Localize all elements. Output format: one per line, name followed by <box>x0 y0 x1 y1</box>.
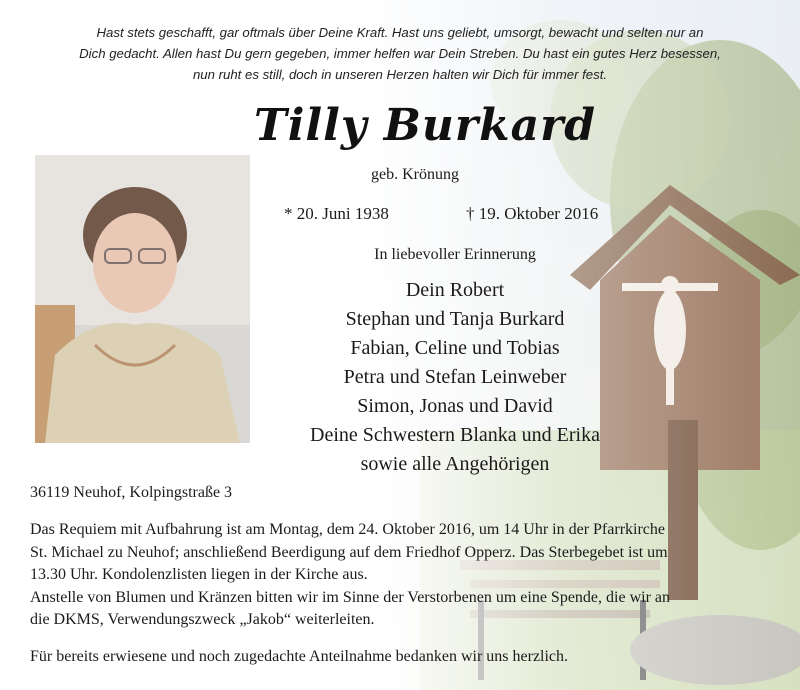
address: 36119 Neuhof, Kolpingstraße 3 <box>30 484 233 501</box>
family-member: Dein Robert <box>405 279 505 301</box>
family-member: Fabian, Celine und Tobias <box>350 337 560 359</box>
family-member: Petra und Stefan Leinweber <box>343 366 567 388</box>
family-member: Simon, Jonas und David <box>357 395 553 417</box>
poem-line: Dich gedacht. Allen hast Du gern gegeben, immer helfen war Dein Streben. Du hast ein gutes Herz besessen, <box>79 46 721 61</box>
notice-line: Anstelle von Blumen und Kränzen bitten wir im Sinne der Verstorbenen um eine Spende, die wir an <box>30 588 670 606</box>
family-list <box>255 276 655 479</box>
poem-line: Hast stets geschafft, gar oftmals über Deine Kraft. Hast uns geliebt, umsorgt, bewacht und selten nur an <box>96 25 704 40</box>
death-date: † 19. Oktober 2016 <box>466 204 599 223</box>
notice-line: die DKMS, Verwendungszweck „Jakob“ weiterleiten. <box>30 611 375 629</box>
notice-line: 13.30 Uhr. Kondolenzlisten liegen in der Kirche aus. <box>30 566 368 584</box>
family-member: sowie alle Angehörigen <box>360 453 550 475</box>
notice-line: Das Requiem mit Aufbahrung ist am Montag, dem 24. Oktober 2016, um 14 Uhr in der Pfarrkirche <box>30 521 665 538</box>
family-member: Stephan und Tanja Burkard <box>345 308 565 330</box>
funeral-notice <box>30 519 775 632</box>
birth-date: * 20. Juni 1938 <box>284 204 389 223</box>
family-member: Deine Schwestern Blanka und Erika <box>310 424 600 446</box>
poem <box>20 22 780 85</box>
notice-line: St. Michael zu Neuhof; anschließend Beerdigung auf dem Friedhof Opperz. Das Sterbegebet ist um <box>30 543 668 561</box>
memory-line: In liebevoller Erinnerung <box>374 246 536 263</box>
portrait-photo <box>35 155 250 443</box>
deceased-name: Tilly Burkard <box>253 100 597 151</box>
thanks-line: Für bereits erwiesene und noch zugedachte Anteilnahme bedanken wir uns herzlich. <box>30 648 569 665</box>
maiden-name: geb. Krönung <box>371 166 459 183</box>
poem-line: nun ruht es still, doch in unseren Herzen halten wir Dich für immer fest. <box>192 67 608 82</box>
